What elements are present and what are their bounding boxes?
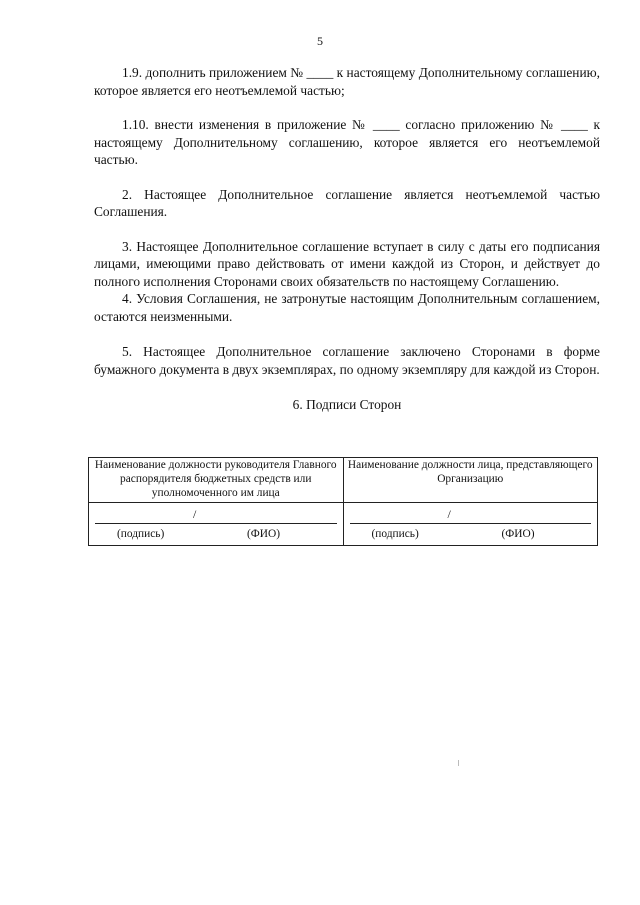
right-name-caption: (ФИО) bbox=[501, 528, 535, 540]
left-sign-caption: (подпись) bbox=[117, 528, 165, 540]
right-signature-cell bbox=[343, 503, 598, 546]
left-signature-line bbox=[95, 509, 337, 524]
paragraph-4: 4. Условия Соглашения, не затронутые настоящим Дополнительным соглашением, остаются неизменными. bbox=[94, 291, 600, 324]
right-signature-line bbox=[350, 509, 592, 524]
left-signature-cell bbox=[89, 503, 344, 546]
paragraph-5: 5. Настоящее Дополнительное соглашение заключено Сторонами в форме бумажного документа в двух экземплярах, по одному экземпляру для каждой из Сторон. bbox=[94, 344, 600, 377]
signatures-table bbox=[88, 457, 598, 546]
signatures-sign-row bbox=[89, 503, 598, 546]
page-number: 5 bbox=[317, 34, 323, 48]
paragraph-1-10: 1.10. внести изменения в приложение № ____ согласно приложению № ____ к настоящему Дополнительному соглашению, которое является его неотъемлемой частью. bbox=[94, 117, 600, 167]
left-name-caption: (ФИО) bbox=[247, 528, 281, 540]
right-party-header: Наименование должности лица, представляющего Организацию bbox=[343, 458, 598, 503]
right-signature-separator: / bbox=[447, 507, 451, 521]
paragraph-2: 2. Настоящее Дополнительное соглашение является неотъемлемой частью Соглашения. bbox=[94, 186, 600, 219]
left-party-header: Наименование должности руководителя Главного распорядителя бюджетных средств или уполномоченного им лица bbox=[89, 458, 344, 503]
right-sign-caption: (подпись) bbox=[371, 528, 419, 540]
signatures-title: 6. Подписи Сторон bbox=[292, 397, 402, 412]
signatures-header-row bbox=[89, 458, 598, 503]
left-signature-separator: / bbox=[193, 507, 197, 521]
paragraph-1-9: 1.9. дополнить приложением № ____ к настоящему Дополнительному соглашению, которое является его неотъемлемой частью; bbox=[94, 65, 600, 98]
paragraph-3: 3. Настоящее Дополнительное соглашение вступает в силу с даты его подписания лицами, имеющими право действовать от имени каждой из Сторон, и действует до полного исполнения Сторонами своих обязательств по настоящему Соглашению. bbox=[94, 238, 600, 289]
scan-speck bbox=[458, 760, 459, 766]
document-body bbox=[94, 64, 600, 414]
